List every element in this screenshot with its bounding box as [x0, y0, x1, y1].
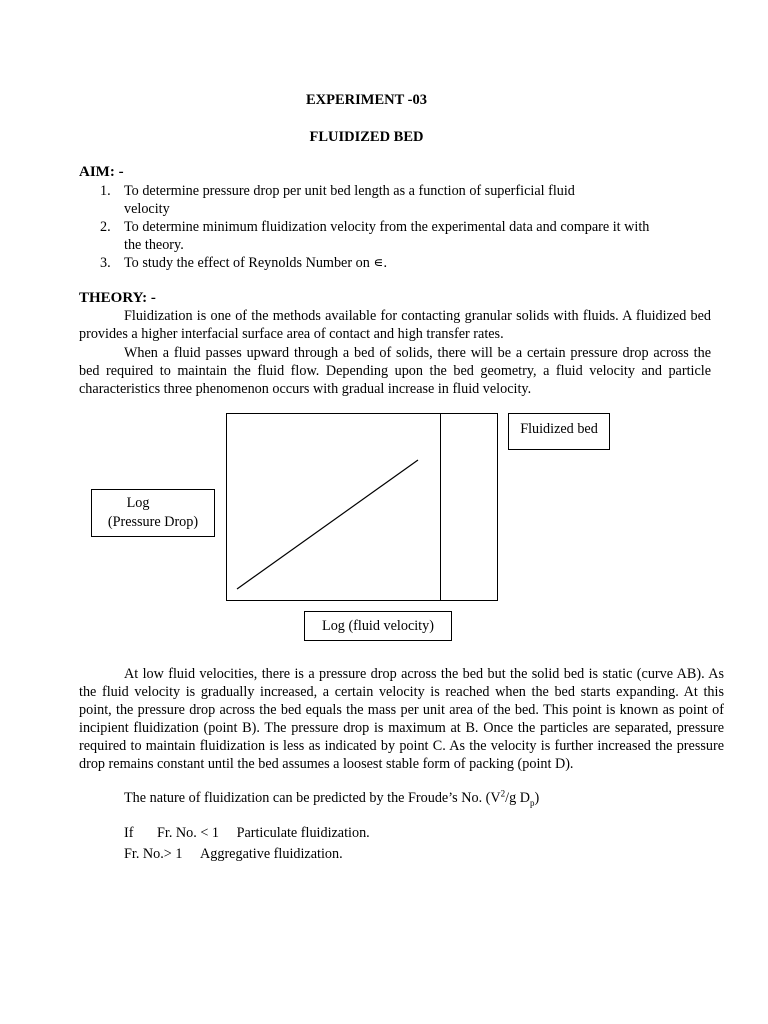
condition-1-if: If [124, 825, 134, 841]
x-axis-label-box [304, 611, 452, 641]
aim-item-2 [100, 219, 664, 254]
aim-list [100, 183, 664, 274]
froude-mid: /g D [505, 790, 530, 806]
aim-item-3-text: To study the effect of Reynolds Number on ∊. [124, 255, 388, 271]
aim-item-3 [100, 255, 664, 273]
fluidized-bed-label-box [508, 413, 610, 450]
aim-item-1 [100, 183, 614, 218]
x-axis-label: Log (fluid velocity) [322, 618, 434, 634]
theory-paragraph-2: When a fluid passes upward through a bed of solids, there will be a certain pressure drop across the bed required to maintain the fluid flow. Depending upon the bed geometry, a fluid velocity and particle characteristics three phenomenon occurs with gradual increase in fluid velocity. [79, 345, 711, 397]
fluidized-bed-label: Fluidized bed [520, 421, 598, 437]
condition-2-expr: Fr. No.> 1 [124, 846, 183, 862]
froude-superscript: 2 [500, 788, 506, 799]
condition-2 [124, 846, 343, 863]
experiment-number: EXPERIMENT -03 [306, 92, 427, 108]
froude-subscript: p [529, 797, 535, 808]
aim-item-2-text: To determine minimum fluidization velocity from the experimental data and compare it with the theory. [124, 219, 650, 253]
y-axis-label-line2: (Pressure Drop) [107, 514, 199, 530]
condition-1-result: Particulate fluidization. [236, 825, 370, 841]
froude-end: ) [534, 790, 540, 806]
pressure-drop-curve [237, 460, 418, 589]
aim-item-3-number: 3. [100, 255, 111, 271]
theory-paragraph-1: Fluidization is one of the methods available for contacting granular solids with fluids. A fluidized bed provides a higher interfacial surface area of contact and high transfer rates. [79, 308, 711, 342]
condition-1 [124, 825, 370, 842]
discussion-paragraph: At low fluid velocities, there is a pressure drop across the bed but the solid bed is static (curve AB). As the fluid velocity is gradually increased, a certain velocity is reached when the bed starts expanding. At this point, the pressure drop across the bed equals the mass per unit area of the bed. This point is known as point of incipient fluidization (point B). The pressure drop is maximum at B. Once the particles are separated, pressure required to maintain fluidization is less as indicated by point C. As the velocity is further increased the pressure drop remains constant until the bed assumes a loosest stable form of packing (point D). [79, 666, 724, 772]
condition-2-result: Aggregative fluidization. [200, 846, 343, 862]
aim-item-1-text: To determine pressure drop per unit bed length as a function of superficial fluid velocity [124, 183, 575, 217]
aim-item-2-number: 2. [100, 219, 111, 235]
pressure-drop-line [226, 413, 498, 601]
page-title: FLUIDIZED BED [309, 129, 424, 145]
condition-1-expr: Fr. No. < 1 [157, 825, 220, 841]
froude-text: The nature of fluidization can be predicted by the Froude’s No. (V [124, 790, 501, 806]
aim-heading: AIM: - [79, 164, 124, 180]
y-axis-label-line1: Log [126, 495, 150, 511]
y-axis-label-box [91, 489, 215, 537]
theory-heading: THEORY: - [79, 290, 156, 306]
froude-number-line [124, 790, 539, 807]
aim-item-1-number: 1. [100, 183, 111, 199]
